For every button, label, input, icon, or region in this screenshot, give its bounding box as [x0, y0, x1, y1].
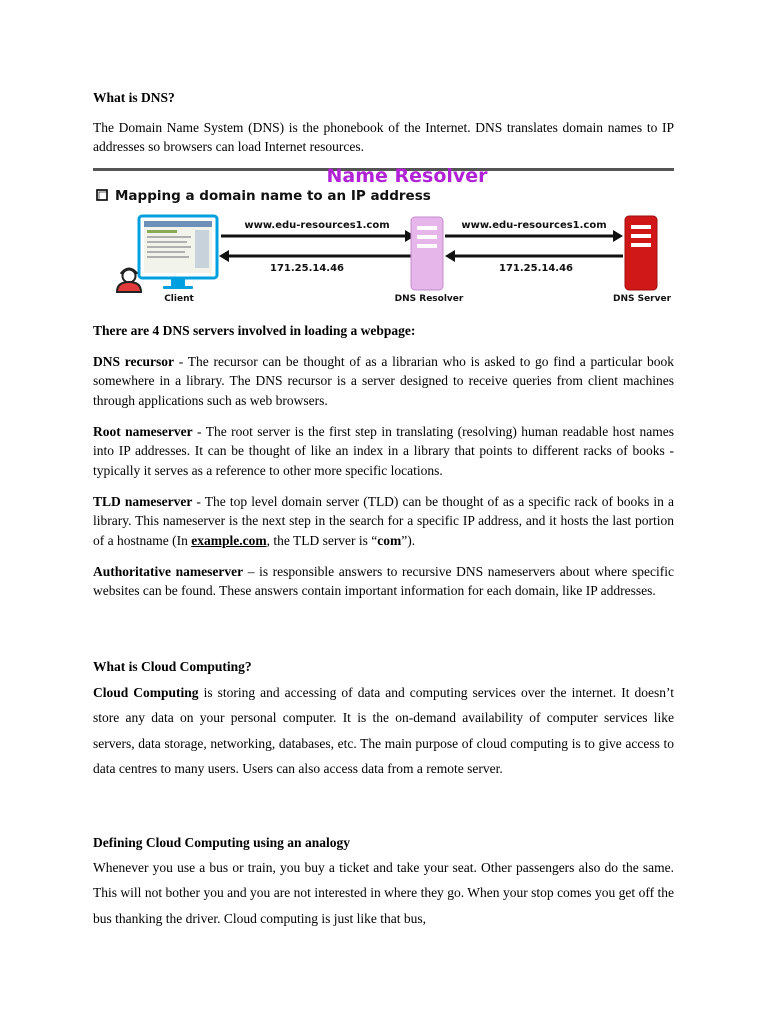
authoritative-nameserver-paragraph: [93, 562, 674, 601]
dns-intro: The Domain Name System (DNS) is the phonebook of the Internet. DNS translates domain names to IP addresses so browsers can load Internet resources.: [93, 120, 674, 155]
cloud-paragraph: [93, 680, 674, 781]
figure-title: Name Resolver: [326, 168, 488, 187]
dns-recursor-text: - The recursor can be thought of as a librarian who is asked to go find a particular book somewhere in a library. The DNS recursor is a server designed to receive queries from client machines through applications such as web browsers.: [93, 354, 674, 408]
tld-com: com: [377, 532, 402, 548]
tld-nameserver-paragraph: [93, 492, 674, 550]
ip-label-right: 171.25.14.46: [498, 263, 574, 274]
example-com-link[interactable]: example.com: [191, 532, 267, 548]
dns-server-icon: [625, 216, 657, 290]
analogy-paragraph: Whenever you use a bus or train, you buy a ticket and take your seat. Other passengers also do the same. This will not bother you and you are not interested in where they go. When your stop comes you get off the bus thanking the driver. Cloud computing is just like that bus,: [93, 860, 674, 926]
resolver-label: DNS Resolver: [394, 294, 464, 304]
response-arrowhead-right: [445, 250, 455, 262]
client-monitor-icon: [139, 216, 217, 289]
name-resolver-diagram: [93, 168, 674, 306]
authoritative-nameserver-term: Authoritative nameserver: [93, 564, 244, 579]
response-arrowhead-left: [219, 250, 229, 262]
dns-resolver-server-icon: [411, 217, 443, 290]
tld-text-c: ”).: [401, 532, 416, 548]
client-label: Client: [164, 294, 194, 304]
cloud-text: is storing and accessing of data and computing services over the internet. It doesn’t store any data on your personal computer. It is the on-demand availability of computer services like servers, data storage, networking, databases, etc. The main purpose of cloud computing is to give access to data centres to many users. Users can also access data from a remote server.: [93, 685, 674, 776]
dns-recursor-paragraph: [93, 352, 674, 410]
tld-nameserver-term: TLD nameserver: [93, 494, 193, 509]
authoritative-nameserver-text: – is responsible answers to recursive DNS nameservers about where specific websites can be found. These answers contain important information for each domain, like IP addresses.: [93, 564, 674, 599]
checkbox-icon-shadow: [99, 192, 107, 200]
dns-servers-heading: There are 4 DNS servers involved in loading a webpage:: [93, 323, 416, 338]
cloud-term: Cloud Computing: [93, 685, 199, 700]
dns-heading: What is DNS?: [93, 90, 175, 105]
name-resolver-figure: [93, 168, 674, 306]
root-nameserver-paragraph: [93, 422, 674, 480]
checkbox-icon: [97, 190, 107, 200]
server-label: DNS Server: [612, 294, 672, 304]
root-nameserver-text: - The root server is the first step in translating (resolving) human readable host names into IP addresses. It can be thought of like an index in a library that points to different racks of books - typically it serves as a reference to other more specific locations.: [93, 424, 675, 478]
root-nameserver-term: Root nameserver: [93, 424, 193, 439]
analogy-heading: Defining Cloud Computing using an analogy: [93, 835, 350, 850]
tld-text-a: - The top level domain server (TLD) can be thought of as a specific rack of books in a library. This nameserver is the next step in the search for a specific IP address, and it hosts the last portion of a hostname (In: [93, 494, 674, 548]
cloud-heading: What is Cloud Computing?: [93, 659, 252, 674]
ip-label-left: 171.25.14.46: [269, 263, 345, 274]
figure-subtitle: Mapping a domain name to an IP address: [115, 188, 431, 204]
tld-text-b: , the TLD server is “: [266, 532, 378, 548]
client-person-icon: [117, 269, 141, 292]
dns-recursor-term: DNS recursor: [93, 354, 174, 369]
request-arrowhead-right: [613, 230, 623, 242]
domain-label-right: www.edu-resources1.com: [461, 220, 607, 231]
domain-label-left: www.edu-resources1.com: [244, 220, 390, 231]
